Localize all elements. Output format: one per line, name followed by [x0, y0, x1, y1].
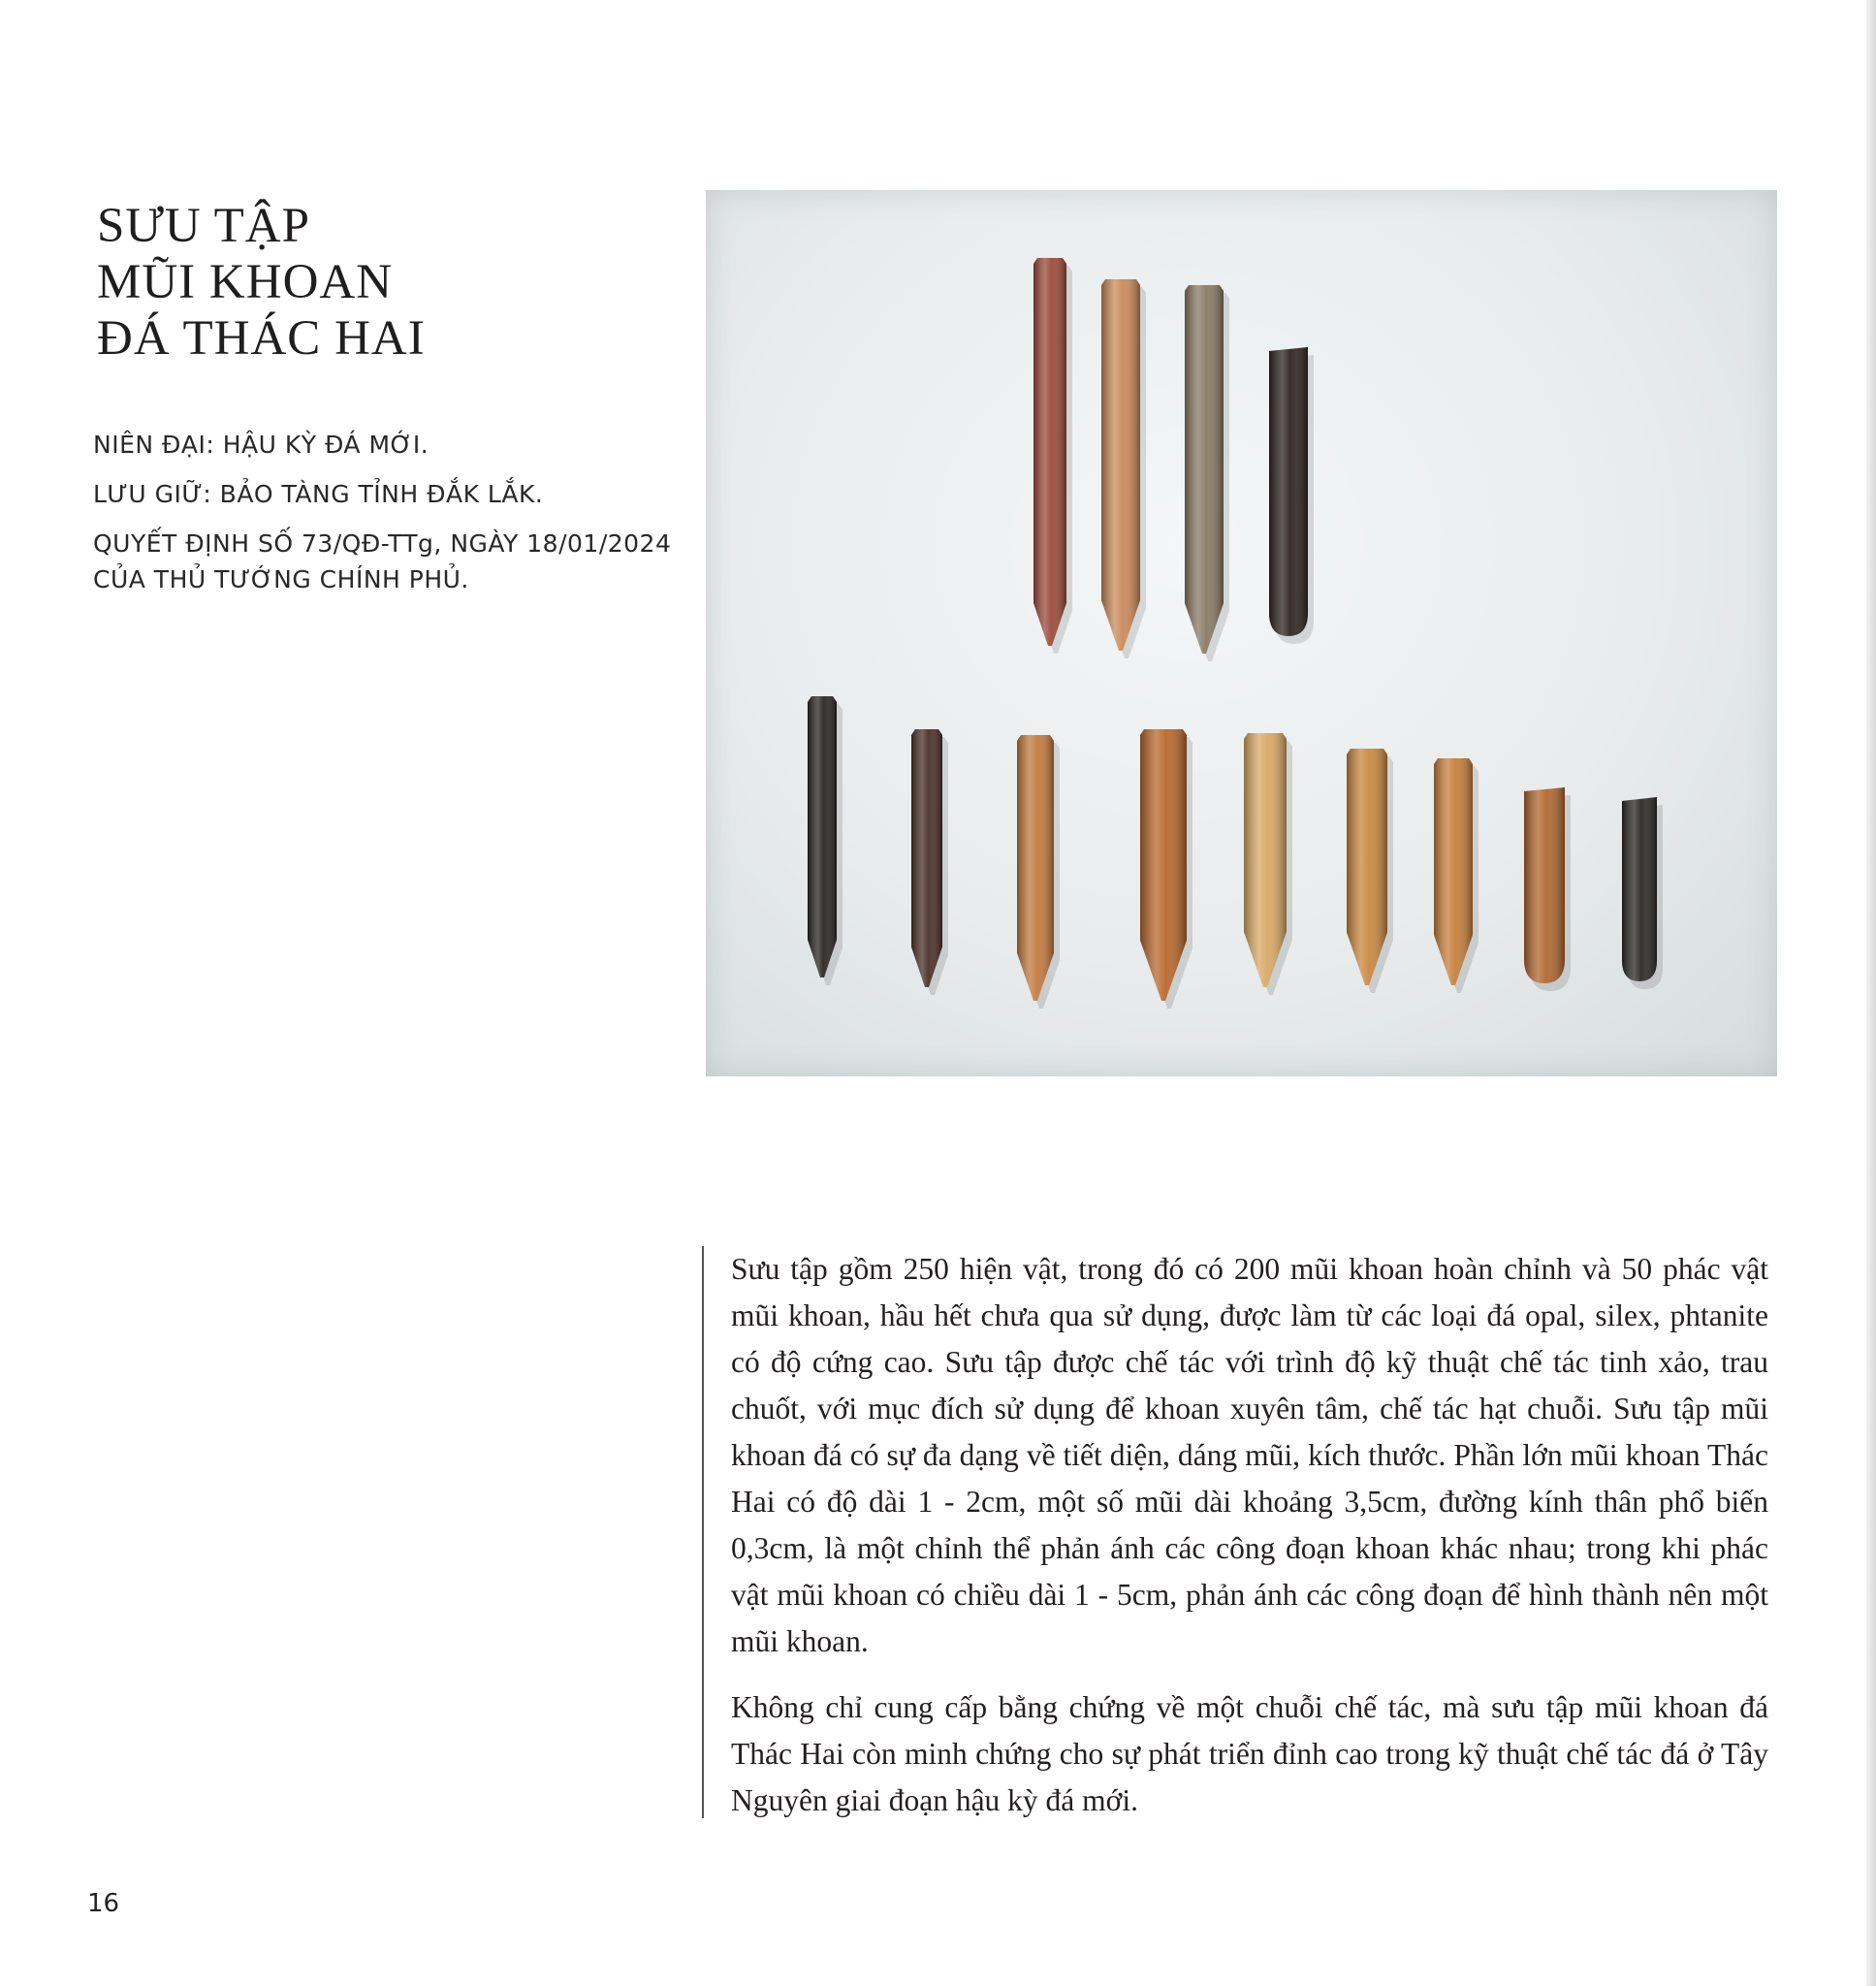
description-paragraph-2: Không chỉ cung cấp bằng chứng về một chuỗi chế tác, mà sưu tập mũi khoan đá Thác Hai còn minh chứng cho sự phát triển đỉnh cao trong kỹ thuật chế tác đá ở Tây Nguyên giai đoạn hậu kỳ đá mới.	[731, 1690, 1768, 1817]
drill-bit	[1017, 735, 1060, 1009]
drill-bit-shine	[1269, 347, 1308, 636]
storage-info: LƯU GIỮ: BẢO TÀNG TỈNH ĐẮK LẮK.	[93, 480, 544, 508]
drill-bit	[1101, 279, 1146, 658]
description-text	[702, 1246, 1768, 1818]
decision-info	[93, 526, 675, 597]
title-line-3: ĐÁ THÁC HAI	[97, 311, 426, 366]
drill-bit	[808, 696, 843, 985]
drill-bit	[1622, 797, 1663, 989]
title-line-2: MŨI KHOAN	[97, 255, 394, 309]
drill-bit	[911, 729, 948, 995]
description-paragraph-1: Sưu tập gồm 250 hiện vật, trong đó có 200 mũi khoan hoàn chỉnh và 50 phác vật mũi khoan, hầu hết chưa qua sử dụng, được làm từ các loại đá opal, silex, phtanite có độ cứng cao. Sưu tập được chế tác với trình độ kỹ thuật chế tác tinh xảo, trau chuốt, với mục đích sử dụng để khoan xuyên tâm, chế tác hạt chuỗi. Sưu tập mũi khoan đá có sự đa dạng về tiết diện, dáng mũi, kích thước. Phần lớn mũi khoan Thác Hai có độ dài 1 - 2cm, một số mũi dài khoảng 3,5cm, đường kính thân phổ biến 0,3cm, là một chỉnh thể phản ánh các công đoạn khoan khác nhau; trong khi phác vật mũi khoan có chiều dài 1 - 5cm, phản ánh các công đoạn để hình thành nên một mũi khoan.	[731, 1252, 1768, 1658]
drill-bit	[1524, 787, 1571, 991]
drill-bit	[1244, 733, 1292, 995]
drill-bit-shine	[1017, 735, 1054, 1001]
drill-bit-shine	[1244, 733, 1287, 987]
drill-bit-shine	[1347, 749, 1387, 985]
drill-bit-shine	[1524, 787, 1565, 983]
drill-bit-shine	[1140, 729, 1187, 1001]
drill-bit	[1434, 758, 1479, 993]
drill-bit-shine	[1622, 797, 1657, 981]
drill-bit	[1269, 347, 1314, 644]
page-number: 16	[87, 1889, 120, 1918]
drill-bit	[1347, 749, 1393, 993]
drill-bit-shine	[911, 729, 942, 987]
dating-info: NIÊN ĐẠI: HẬU KỲ ĐÁ MỚI.	[93, 431, 429, 459]
drill-bit-shine	[808, 696, 837, 977]
drill-bit-shine	[1033, 258, 1066, 646]
drill-bit	[1140, 729, 1192, 1009]
page-edge	[1866, 0, 1876, 1986]
artifact-photo	[706, 190, 1777, 1076]
decision-line-2: CỦA THỦ TƯỚNG CHÍNH PHỦ.	[93, 565, 469, 593]
title-line-1: SƯU TẬP	[97, 199, 310, 253]
drill-bit-shine	[1434, 758, 1473, 985]
drill-bit-shine	[1185, 285, 1224, 654]
artifact-metadata	[93, 427, 675, 597]
drill-bits-illustration	[706, 190, 1777, 1076]
decision-line-1: QUYẾT ĐỊNH SỐ 73/QĐ-TTg, NGÀY 18/01/2024	[93, 529, 672, 558]
page-title	[97, 198, 426, 367]
drill-bit	[1033, 258, 1072, 654]
drill-bit	[1185, 285, 1229, 661]
drill-bit-shine	[1101, 279, 1140, 651]
